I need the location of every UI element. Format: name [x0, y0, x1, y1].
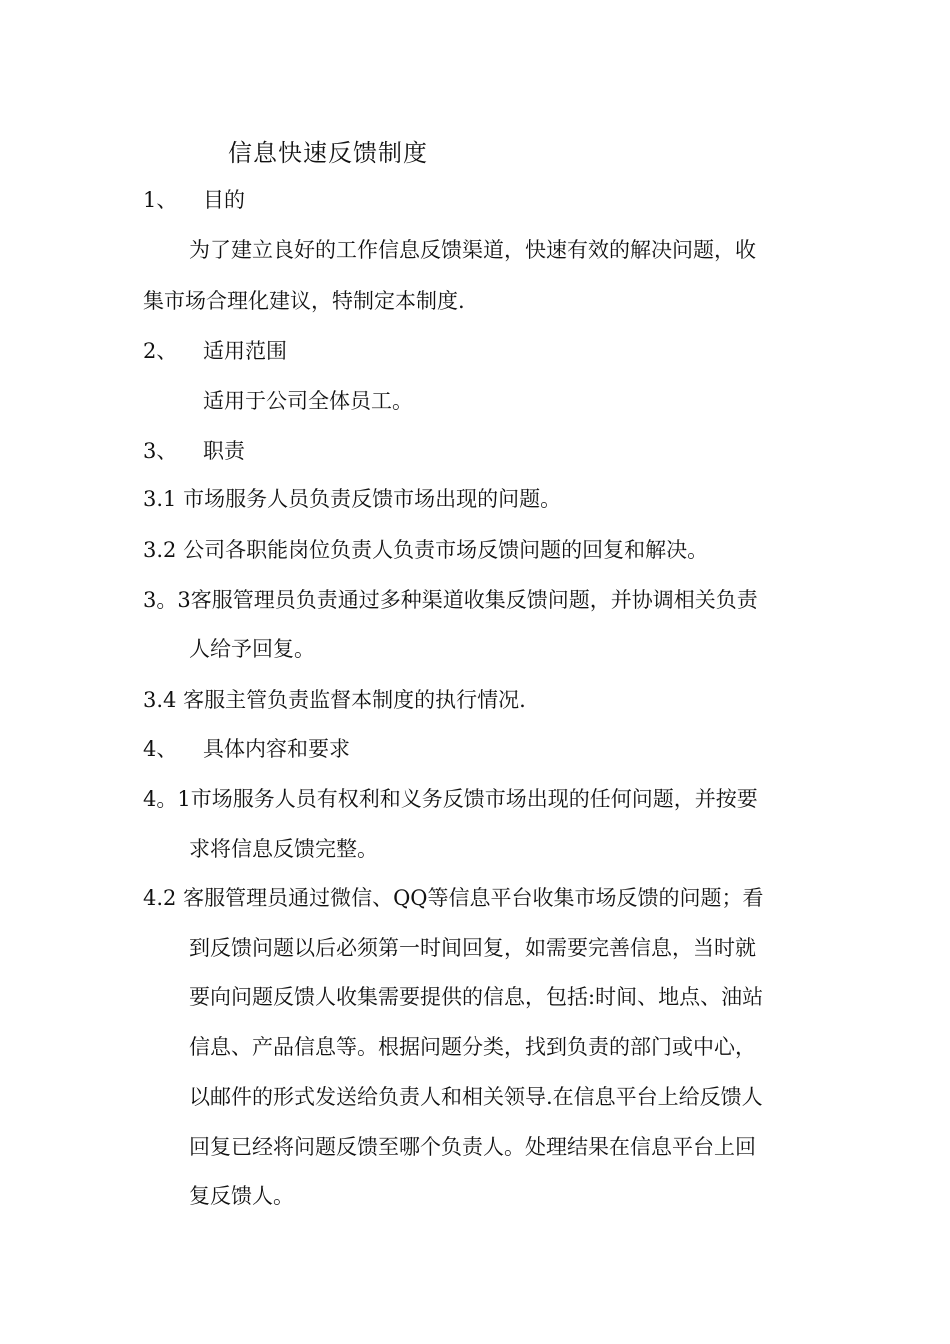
- list-item-continuation: 回复已经将问题反馈至哪个负责人。处理结果在信息平台上回: [189, 1135, 756, 1159]
- list-item-continuation: 人给予回复。: [189, 637, 315, 661]
- list-item-continuation: 信息、产品信息等。根据问题分类，找到负责的部门或中心，: [189, 1035, 756, 1059]
- list-item: 4.2 客服管理员通过微信、QQ等信息平台收集市场反馈的问题；看: [143, 886, 764, 910]
- section-number: 4、: [143, 737, 178, 761]
- list-item-continuation: 要向问题反馈人收集需要提供的信息，包括:时间、地点、油站: [189, 985, 764, 1009]
- list-item: 4。1市场服务人员有权利和义务反馈市场出现的任何问题，并按要: [143, 787, 758, 811]
- document-title: 信息快速反馈制度: [228, 139, 428, 167]
- list-item: 3.4 客服主管负责监督本制度的执行情况.: [143, 688, 526, 712]
- section-number: 3、: [143, 439, 178, 463]
- list-item: 3。3客服管理员负责通过多种渠道收集反馈问题，并协调相关负责: [143, 588, 758, 612]
- paragraph-line: 为了建立良好的工作信息反馈渠道，快速有效的解决问题，收: [189, 238, 756, 262]
- section-label: 具体内容和要求: [203, 737, 350, 761]
- section-label: 适用范围: [203, 339, 287, 363]
- list-item-continuation: 到反馈问题以后必须第一时间回复，如需要完善信息，当时就: [189, 936, 756, 960]
- section-label: 目的: [203, 188, 245, 212]
- section-label: 职责: [203, 439, 245, 463]
- paragraph-line: 集市场合理化建议，特制定本制度.: [143, 289, 465, 313]
- list-item: 3.2 公司各职能岗位负责人负责市场反馈问题的回复和解决。: [143, 538, 709, 562]
- list-item-continuation: 以邮件的形式发送给负责人和相关领导.在信息平台上给反馈人: [189, 1085, 763, 1109]
- section-number: 1、: [143, 188, 178, 212]
- list-item: 3.1 市场服务人员负责反馈市场出现的问题。: [143, 487, 562, 511]
- list-item-continuation: 复反馈人。: [189, 1184, 294, 1208]
- list-item-continuation: 求将信息反馈完整。: [189, 837, 378, 861]
- paragraph-line: 适用于公司全体员工。: [203, 389, 413, 413]
- section-number: 2、: [143, 339, 178, 363]
